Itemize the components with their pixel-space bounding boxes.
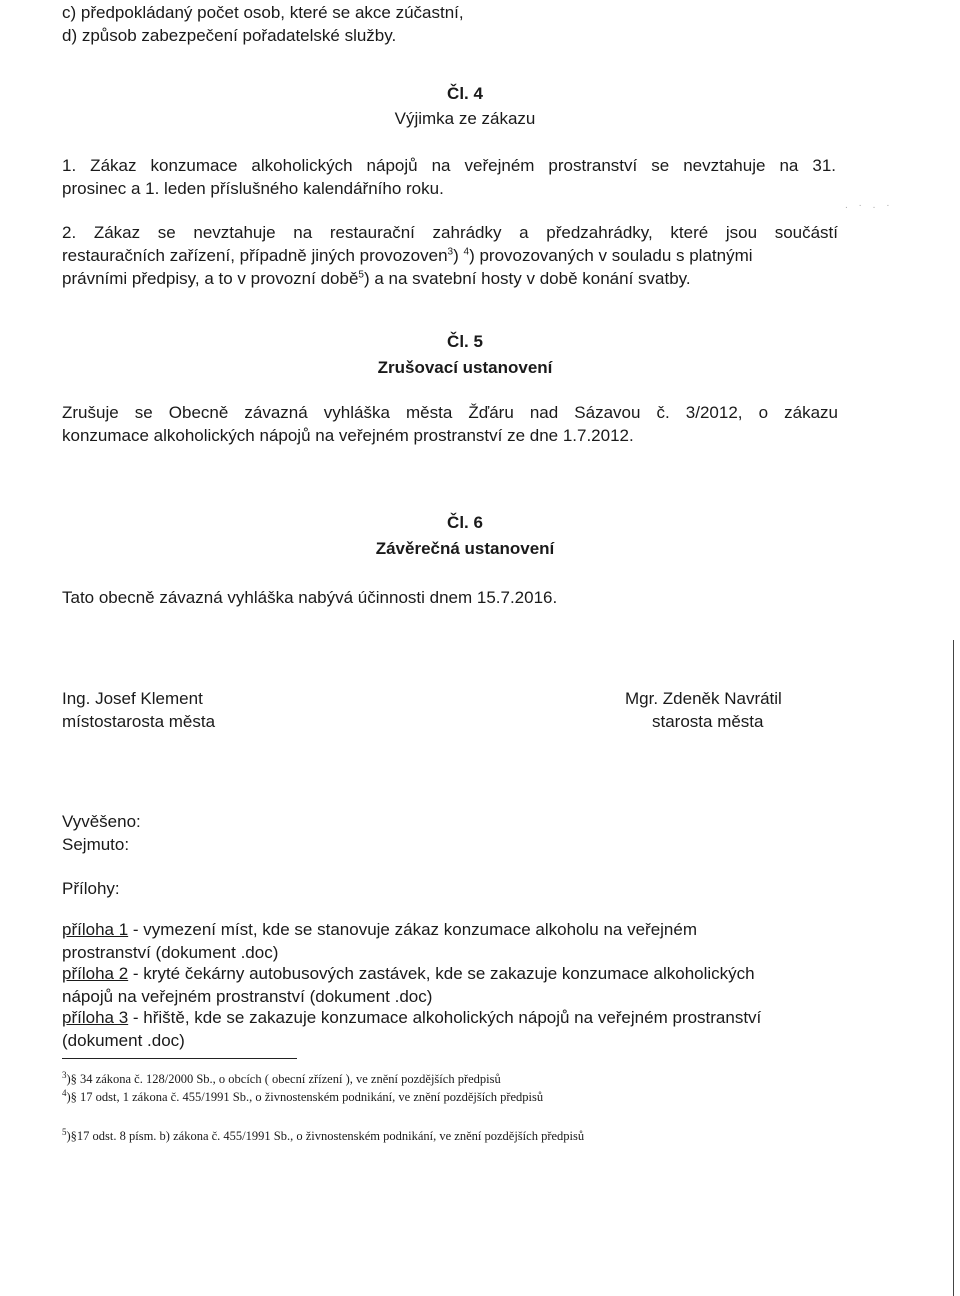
removed-label: Sejmuto:	[62, 835, 130, 854]
article6-number: Čl. 6	[447, 513, 483, 532]
signature-left-name: Ing. Josef Klement	[62, 689, 203, 708]
attachments-heading: Přílohy:	[62, 879, 120, 898]
article6-title: Závěrečná ustanovení	[375, 539, 555, 558]
footnote-separator	[62, 1058, 297, 1059]
footnote-ref-3: 3	[447, 246, 454, 258]
footnote-ref-5: 5	[358, 269, 364, 281]
footnote-4: $^4$)§ 17 odst, 1 zákona č. 455/1991 Sb., o živnostenském podnikání, ve znění pozdějších předpisů	[62, 1087, 544, 1104]
article5-title: Zrušovací ustanovení	[377, 358, 553, 377]
footnote-ref-4: 4	[463, 246, 470, 258]
signature-right-name: Mgr. Zdeněk Navrátil	[625, 689, 782, 708]
article4-number: Čl. 4	[447, 84, 483, 103]
article4-p1-line1: 1. Zákaz konzumace alkoholických nápojů na veřejném prostranství se nevztahuje na 31.	[62, 156, 836, 175]
footnote-5: $^5$)§17 odst. 8 písm. b) zákona č. 455/1991 Sb., o živnostenském podnikání, ve znění pozdějších předpisů	[62, 1126, 585, 1143]
attachment-item-1-line2: prostranství (dokument .doc)	[62, 943, 279, 962]
article6-line1: Tato obecně závazná vyhláška nabývá účinnosti dnem 15.7.2016.	[62, 588, 558, 607]
posted-label: Vyvěšeno:	[62, 812, 141, 831]
article5-number: Čl. 5	[447, 332, 483, 351]
signature-right-role: starosta města	[652, 712, 764, 731]
article4-p2-line2: restauračních zařízení, případně jiných provozoven$^3$) $^4$) provozovaných v souladu s platnými	[62, 246, 753, 265]
item-d: d) způsob zabezpečení pořadatelské služby.	[62, 26, 397, 45]
scan-edge-line	[953, 640, 954, 1296]
attachment-item-2: příloha 2 - kryté čekárny autobusových zastávek, kde se zakazuje konzumace alkoholických	[62, 964, 755, 983]
attachment-item-3: příloha 3 - hřiště, kde se zakazuje konzumace alkoholických nápojů na veřejném prostranství	[62, 1008, 762, 1027]
attachment-link-2[interactable]: příloha 2	[62, 964, 129, 983]
scan-specks: . · . ·	[845, 200, 894, 211]
attachment-link-1[interactable]: příloha 1	[62, 920, 129, 939]
article5-line1: Zrušuje se Obecně závazná vyhláška města Žďáru nad Sázavou č. 3/2012, o zákazu	[62, 403, 838, 422]
article4-p2-line1: 2. Zákaz se nevztahuje na restaurační zahrádky a předzahrádky, které jsou součástí	[62, 223, 838, 242]
article4-p2-line3: právními předpisy, a to v provozní době$^5$) a na svatební hosty v době konání svatby.	[62, 269, 691, 288]
item-c: c) předpokládaný počet osob, které se akce zúčastní,	[62, 3, 464, 22]
attachment-item-1: příloha 1 - vymezení míst, kde se stanovuje zákaz konzumace alkoholu na veřejném	[62, 920, 697, 939]
attachment-link-3[interactable]: příloha 3	[62, 1008, 129, 1027]
article4-p1-line2: prosinec a 1. leden příslušného kalendářního roku.	[62, 179, 444, 198]
signature-left-role: místostarosta města	[62, 712, 216, 731]
article4-title: Výjimka ze zákazu	[394, 109, 536, 128]
article5-line2: konzumace alkoholických nápojů na veřejném prostranství ze dne 1.7.2012.	[62, 426, 634, 445]
attachment-item-3-line2: (dokument .doc)	[62, 1031, 185, 1050]
attachment-item-2-line2: nápojů na veřejném prostranství (dokument .doc)	[62, 987, 433, 1006]
footnote-3: $^3$)§ 34 zákona č. 128/2000 Sb., o obcích ( obecní zřízení ), ve znění pozdějších předpisů	[62, 1069, 501, 1086]
